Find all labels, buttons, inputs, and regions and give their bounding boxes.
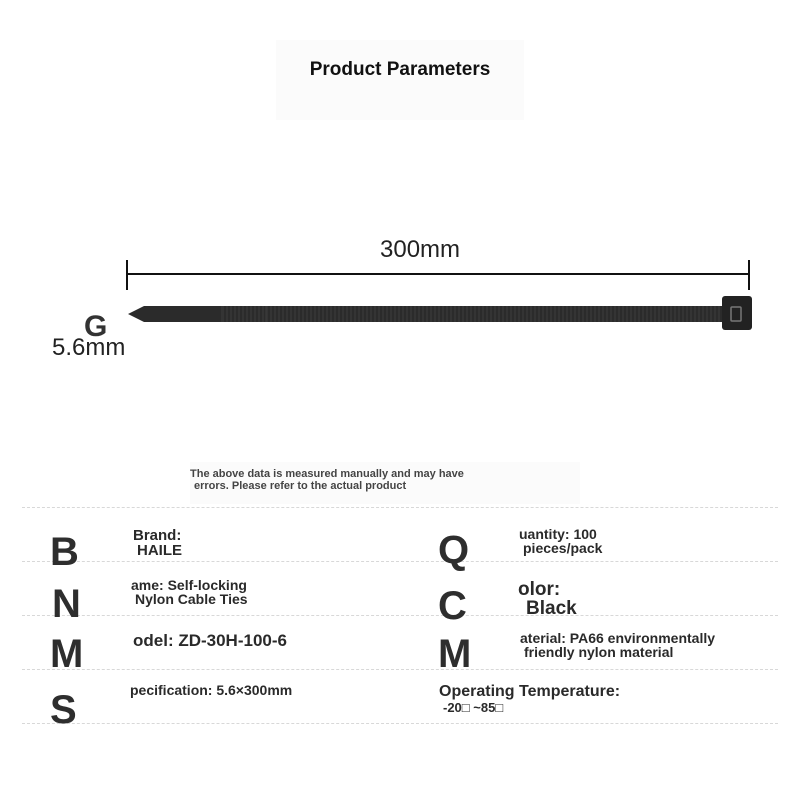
quantity-value [519, 527, 602, 555]
divider [22, 615, 778, 616]
color-label: olor: [518, 579, 561, 600]
temperature-value [439, 684, 620, 716]
note-line-1: The above data is measured manually and may have [190, 468, 464, 480]
name-letter: N [52, 582, 81, 626]
divider [22, 723, 778, 724]
color-name: Black [526, 598, 577, 619]
length-label: 300mm [380, 236, 461, 263]
material-letter: M [438, 632, 472, 676]
width-label: 5.6mm [52, 334, 126, 361]
divider [22, 561, 778, 562]
model-letter: M [50, 632, 84, 676]
dimension-tick-right [748, 260, 750, 290]
material-line-1: aterial: PA66 environmentally [520, 630, 716, 646]
cable-tie-head [722, 296, 752, 330]
material-line-2: friendly nylon material [524, 644, 674, 660]
dimension-tick-left [126, 260, 128, 290]
temperature-label: Operating Temperature: [439, 683, 621, 700]
color-value [518, 580, 577, 618]
brand-letter: B [50, 530, 79, 574]
page-title: Product Parameters [276, 40, 524, 120]
name-line-2: Nylon Cable Ties [135, 591, 248, 607]
specification-value [130, 683, 292, 697]
brand-name: HAILE [137, 542, 182, 559]
divider [22, 669, 778, 670]
specification-line-1: pecification: 5.6×300mm [130, 682, 293, 698]
brand-value [133, 528, 182, 558]
model-line-1: odel: ZD-30H-100-6 [133, 631, 287, 650]
dimension-line [128, 273, 750, 275]
quantity-line-2: pieces/pack [523, 540, 603, 556]
note-line-2: errors. Please refer to the actual product [194, 480, 407, 492]
specification-letter: S [50, 688, 77, 732]
width-letter: G [84, 310, 108, 343]
name-value [131, 578, 248, 606]
quantity-line-1: uantity: 100 [519, 526, 597, 542]
divider [22, 507, 778, 508]
color-letter: C [438, 584, 467, 628]
brand-label: Brand: [133, 527, 182, 544]
name-line-1: ame: Self-locking [131, 577, 247, 593]
cable-tie-image [126, 294, 756, 334]
temperature-range: -20□ ~85□ [443, 700, 504, 715]
measurement-note [190, 462, 580, 504]
quantity-letter: Q [438, 528, 470, 572]
material-value [520, 631, 715, 659]
model-value [133, 631, 287, 650]
